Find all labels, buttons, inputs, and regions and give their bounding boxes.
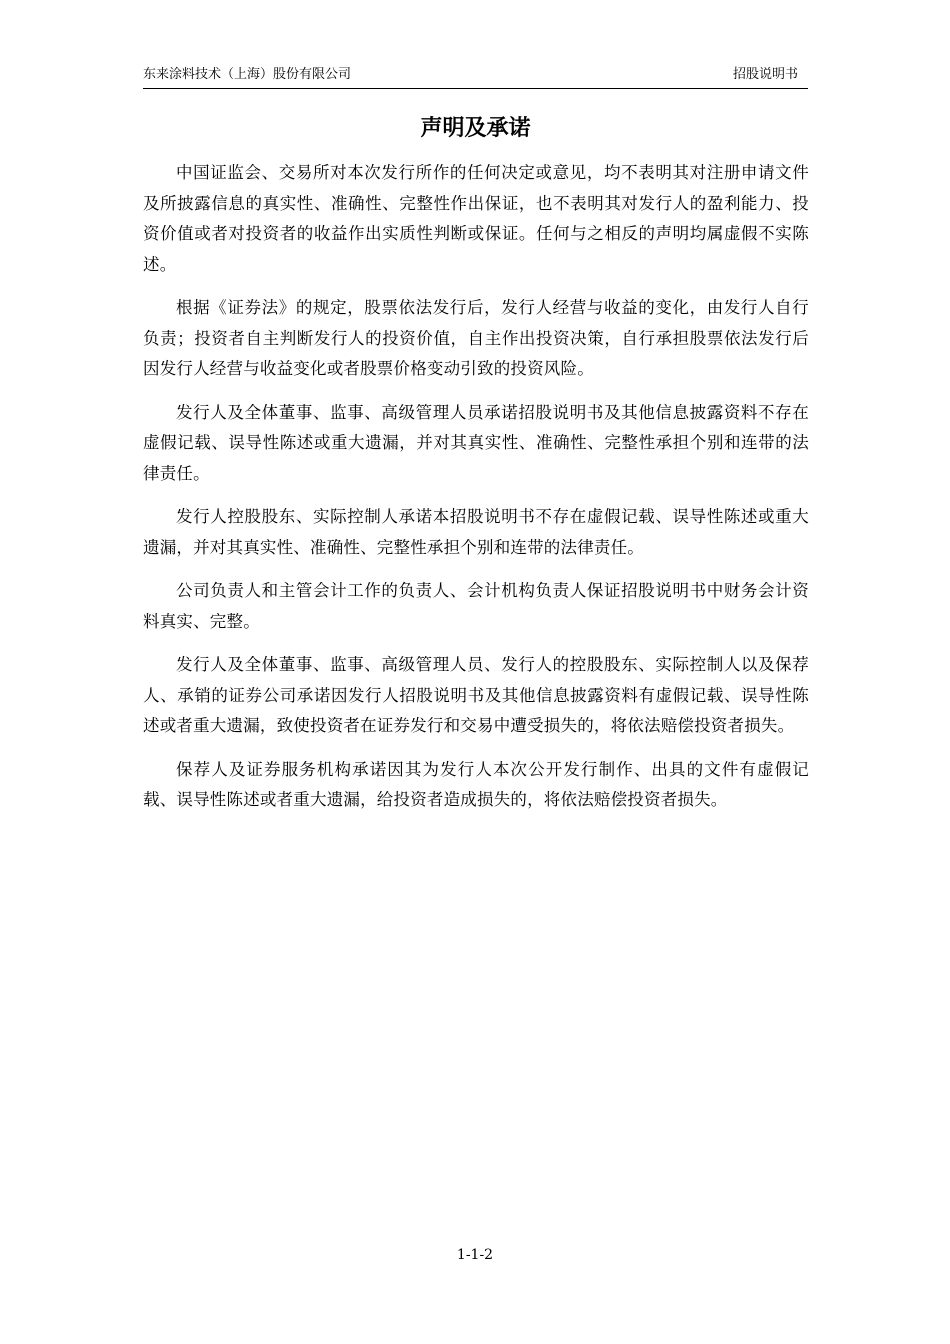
paragraph-compensation-commitment: 发行人及全体董事、监事、高级管理人员、发行人的控股股东、实际控制人以及保荐人、承销的证券公司承诺因发行人招股说明书及其他信息披露资料有虚假记载、误导性陈述或者重大遗漏，致使投资者在证券发行和交易中遭受损失的，将依法赔偿投资者损失。 (143, 655, 809, 735)
paragraph-sponsor-commitment: 保荐人及证券服务机构承诺因其为发行人本次公开发行制作、出具的文件有虚假记载、误导性陈述或者重大遗漏，给投资者造成损失的，将依法赔偿投资者损失。 (143, 759, 809, 809)
paragraph-financial-data-guarantee: 公司负责人和主管会计工作的负责人、会计机构负责人保证招股说明书中财务会计资料真实、完整。 (143, 581, 809, 631)
declaration-body (143, 158, 809, 829)
paragraph-controlling-shareholder-commitment: 发行人控股股东、实际控制人承诺本招股说明书不存在虚假记载、误导性陈述或重大遗漏，并对其真实性、准确性、完整性承担个别和连带的法律责任。 (143, 507, 809, 557)
paragraph-regulator-disclaimer: 中国证监会、交易所对本次发行所作的任何决定或意见，均不表明其对注册申请文件及所披露信息的真实性、准确性、完整性作出保证，也不表明其对发行人的盈利能力、投资价值或者对投资者的收益作出实质性判断或保证。任何与之相反的声明均属虚假不实陈述。 (143, 163, 809, 274)
page-header (143, 66, 808, 89)
page-title: 声明及承诺 (420, 116, 531, 141)
header-company-name: 东来涂料技术（上海）股份有限公司 (143, 67, 352, 82)
header-document-type: 招股说明书 (732, 67, 798, 82)
paragraph-directors-commitment: 发行人及全体董事、监事、高级管理人员承诺招股说明书及其他信息披露资料不存在虚假记载、误导性陈述或重大遗漏，并对其真实性、准确性、完整性承担个别和连带的法律责任。 (143, 402, 809, 483)
paragraph-investment-risk: 根据《证券法》的规定，股票依法发行后，发行人经营与收益的变化，由发行人自行负责；投资者自主判断发行人的投资价值，自主作出投资决策，自行承担股票依法发行后因发行人经营与收益变化或者股票价格变动引致的投资风险。 (143, 298, 809, 378)
page-number: 1-1-2 (456, 1247, 494, 1263)
